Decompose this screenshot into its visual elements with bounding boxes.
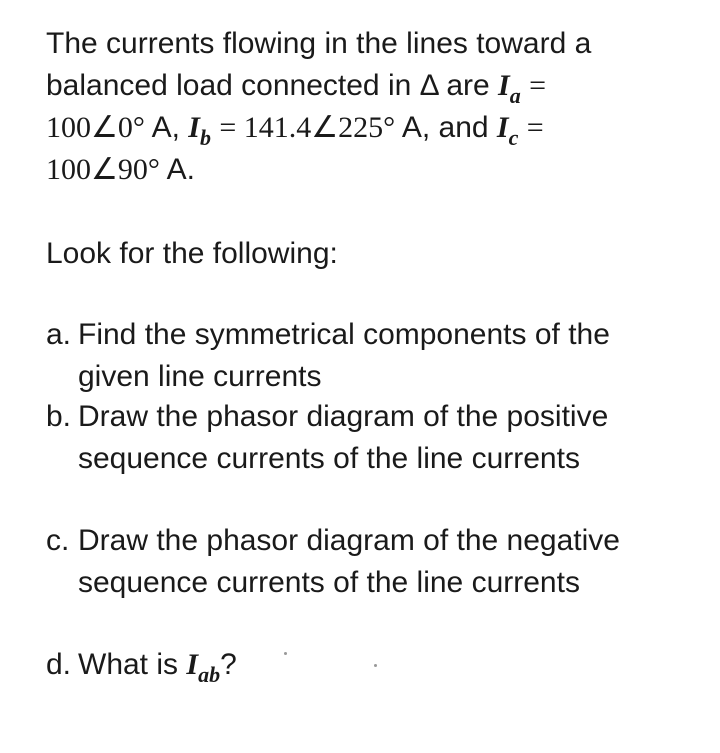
list-item-a-continuation — [78, 358, 321, 396]
problem-line-2 — [46, 68, 546, 106]
var-I-a: I — [498, 69, 510, 102]
stray-dot — [374, 664, 377, 667]
list-item-b — [46, 398, 608, 436]
var-I-c: I — [496, 111, 509, 144]
value-I-b: = 141.4∠225° — [219, 111, 396, 144]
item-marker-a: a. — [46, 318, 72, 351]
unit-a: A, — [151, 111, 180, 144]
item-b-text-1: Draw the phasor diagram of the positive — [78, 400, 609, 433]
item-marker-d: d. — [46, 648, 72, 681]
sub-a: a — [509, 83, 521, 108]
instructions-heading — [46, 236, 338, 272]
list-item-c-continuation — [78, 564, 580, 602]
stray-mark — [284, 652, 287, 655]
value-I-a: 100∠0° — [46, 111, 145, 144]
question-mark: ? — [220, 648, 237, 681]
sub-ab: ab — [198, 662, 221, 687]
heading-text: Look for the following: — [46, 237, 338, 270]
unit-b: A, and — [401, 111, 489, 144]
problem-line-4 — [46, 152, 195, 188]
item-b-text-2: sequence currents of the line currents — [78, 442, 580, 475]
problem-text-1: The currents flowing in the lines toward a — [46, 27, 592, 60]
equals-sign-c: = — [526, 111, 544, 144]
sub-c: c — [508, 125, 519, 150]
problem-text-2: balanced load connected in Δ are — [46, 69, 490, 102]
item-a-text-2: given line currents — [78, 360, 322, 393]
item-d-text-prefix: What is — [78, 648, 179, 681]
unit-c: A. — [166, 153, 195, 186]
item-a-text-1: Find the symmetrical components of the — [78, 318, 610, 351]
var-I-b: I — [188, 111, 200, 144]
equals-sign: = — [529, 69, 546, 102]
item-c-text-2: sequence currents of the line currents — [78, 566, 580, 599]
list-item-d — [46, 646, 237, 686]
item-c-text-1: Draw the phasor diagram of the negative — [78, 524, 620, 557]
var-I-ab: I — [186, 648, 199, 681]
problem-line-3 — [46, 110, 544, 148]
list-item-b-continuation — [78, 440, 580, 478]
value-I-c: 100∠90° — [46, 153, 160, 186]
sub-b: b — [199, 125, 211, 150]
list-item-a — [46, 316, 610, 354]
problem-line-1 — [46, 26, 591, 62]
list-item-c — [46, 522, 620, 560]
item-marker-c: c. — [46, 524, 70, 557]
item-marker-b: b. — [46, 400, 72, 433]
